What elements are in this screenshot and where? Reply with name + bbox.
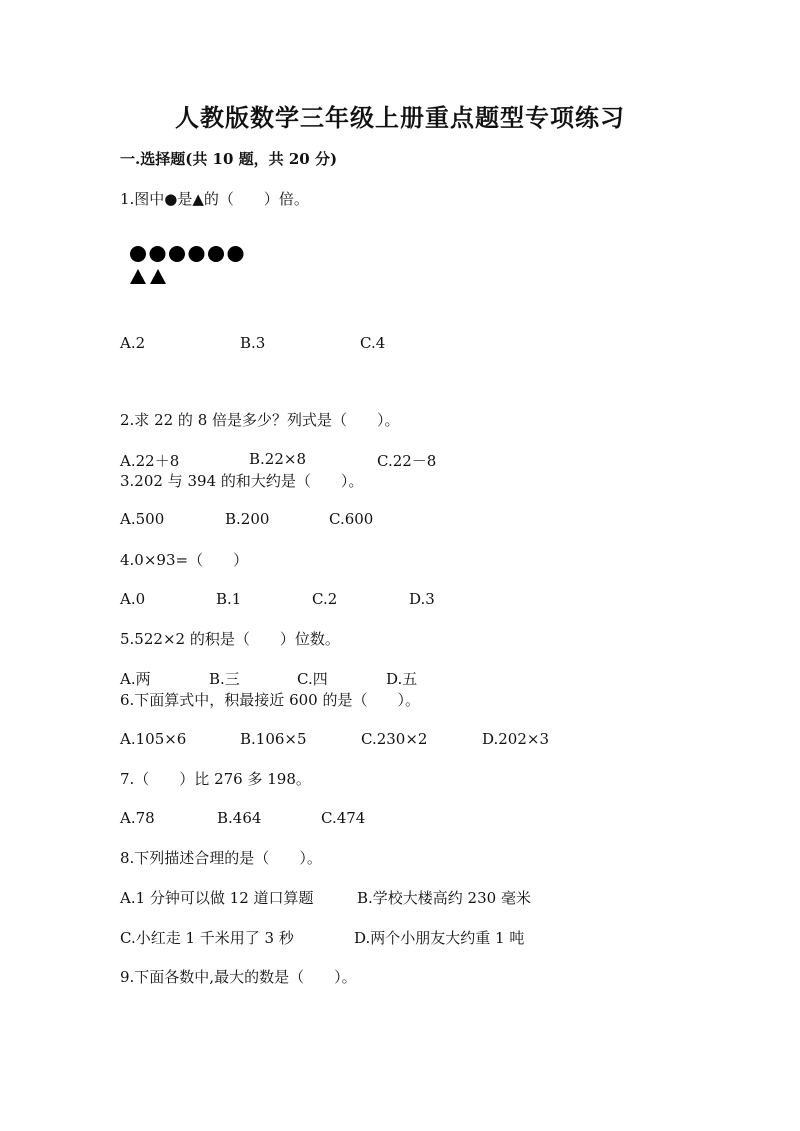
question-5-option-b[interactable]: B.三 [209, 670, 240, 688]
question-2-option-b[interactable]: B.22×8 [249, 450, 306, 468]
circle-shape [189, 246, 205, 262]
question-8-option-c[interactable]: C.小红走 1 千米用了 3 秒 [120, 929, 294, 947]
question-2-option-c[interactable]: C.22－8 [377, 452, 437, 470]
circle-shape [130, 246, 146, 262]
question-6-option-a[interactable]: A.105×6 [120, 730, 187, 748]
circle-shape [228, 246, 244, 262]
question-3-option-a[interactable]: A.500 [120, 510, 165, 528]
question-8-option-d[interactable]: D.两个小朋友大约重 1 吨 [354, 929, 525, 947]
question-1: 1.图中●是▲的（ ）倍。 [120, 190, 309, 208]
question-4: 4.0×93=（ ） [120, 551, 249, 569]
question-6-option-d[interactable]: D.202×3 [482, 730, 550, 748]
question-7-option-a[interactable]: A.78 [120, 809, 155, 827]
section-heading: 一.选择题(共 10 题，共 20 分) [120, 150, 338, 168]
question-5-option-d[interactable]: D.五 [386, 670, 418, 688]
question-5-option-a[interactable]: A.两 [120, 670, 151, 688]
question-7: 7.（ ）比 276 多 198。 [120, 770, 311, 788]
question-8-option-a[interactable]: A.1 分钟可以做 12 道口算题 [120, 889, 314, 907]
question-2-option-a[interactable]: A.22＋8 [120, 452, 180, 470]
question-7-option-b[interactable]: B.464 [217, 809, 262, 827]
question-4-option-b[interactable]: B.1 [216, 590, 242, 608]
question-1-option-c[interactable]: C.4 [360, 334, 386, 352]
question-1-option-b[interactable]: B.3 [240, 334, 266, 352]
question-4-option-c[interactable]: C.2 [312, 590, 338, 608]
question-4-option-a[interactable]: A.0 [120, 590, 146, 608]
question-5: 5.522×2 的积是（ ）位数。 [120, 630, 340, 648]
question-8-option-b[interactable]: B.学校大楼高约 230 毫米 [357, 889, 531, 907]
question-2: 2.求 22 的 8 倍是多少？列式是（ ）。 [120, 411, 400, 429]
question-6: 6.下面算式中，积最接近 600 的是（ ）。 [120, 691, 420, 709]
question-3-option-c[interactable]: C.600 [329, 510, 374, 528]
question-3: 3.202 与 394 的和大约是（ ）。 [120, 472, 364, 490]
question-4-option-d[interactable]: D.3 [409, 590, 435, 608]
question-3-option-b[interactable]: B.200 [225, 510, 270, 528]
circle-shape [169, 246, 185, 262]
question-5-option-c[interactable]: C.四 [297, 670, 328, 688]
triangle-shape [150, 269, 166, 284]
question-6-option-c[interactable]: C.230×2 [361, 730, 428, 748]
triangle-shape [130, 269, 146, 284]
question-7-option-c[interactable]: C.474 [321, 809, 366, 827]
question-6-option-b[interactable]: B.106×5 [240, 730, 307, 748]
question-9: 9.下面各数中,最大的数是（ ）。 [120, 968, 357, 986]
question-8: 8.下列描述合理的是（ ）。 [120, 849, 322, 867]
question-1-option-a[interactable]: A.2 [120, 334, 146, 352]
page-title: 人教版数学三年级上册重点题型专项练习 [175, 103, 625, 132]
question-1-figure [128, 244, 248, 288]
circle-shape [208, 246, 224, 262]
circle-shape [150, 246, 166, 262]
